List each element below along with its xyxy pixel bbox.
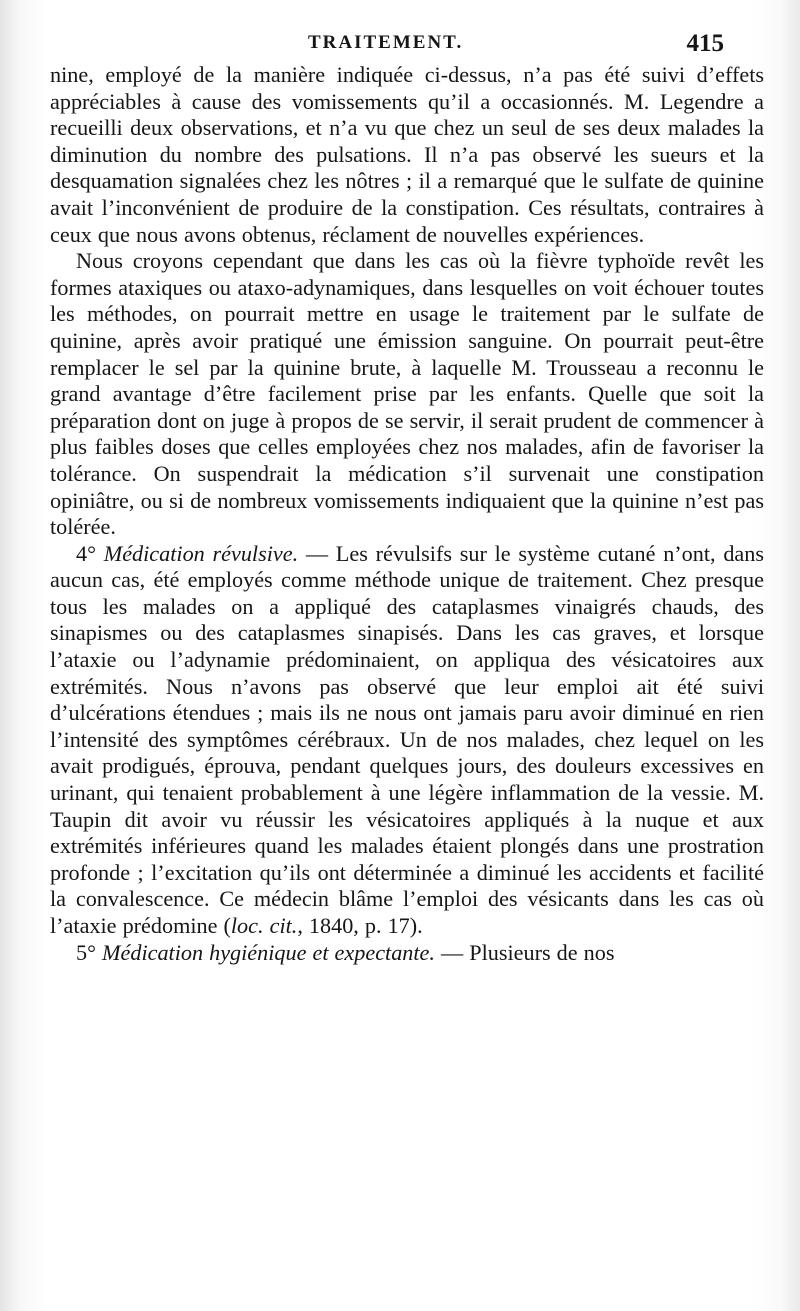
section-heading-hygienic: Médication hygiénique et expectante. bbox=[102, 939, 435, 965]
body-text bbox=[50, 62, 764, 966]
paragraph-hygienic-medication bbox=[50, 940, 764, 967]
scan-shadow-right bbox=[780, 0, 800, 1311]
page-header bbox=[50, 30, 764, 60]
scan-shadow-left bbox=[0, 0, 20, 1311]
paragraph-continuation: nine, employé de la manière indiquée ci-dessus, n’a pas été suivi d’effets appréciables à cause des vomissements qu’il a occasionnés. M. Legendre a recueilli deux observations, et n’a vu que chez un seul de ses deux malades la diminution du nombre des pulsations. Il n’a pas observé les sueurs et la desquamation signalées chez les nôtres ; il a remarqué que le sulfate de quinine avait l’inconvénient de produire de la constipation. Ces résultats, contraires à ceux que nous avons obtenus, réclament de nouvelles expériences. bbox=[50, 62, 764, 247]
section-text-hygienic: — Plusieurs de nos bbox=[434, 939, 615, 965]
citation-end: , 1840, p. 17). bbox=[297, 913, 423, 938]
section-heading-revulsive: Médication révulsive. bbox=[103, 540, 299, 566]
section-number: 4° bbox=[76, 540, 96, 566]
paragraph-quinine-recommendation: Nous croyons cependant que dans les cas où la fièvre typhoïde revêt les formes ataxiques ou ataxo-adynamiques, dans lesquelles on voit échouer toutes les méthodes, on pourrait mettre en usage le traitement par le sulfate de quinine, après avoir pratiqué une émission sanguine. On pourrait peut-être remplacer le sel par la quinine brute, à laquelle M. Trousseau a reconnu le grand avantage d’être facilement prise par les enfants. Quelle que soit la préparation dont on juge à propos de se servir, il serait prudent de commencer à plus faibles doses que celles employées chez nos malades, afin de favoriser la tolérance. On suspendrait la médication s’il survenait une constipation opiniâtre, ou si de nombreux vomissements indiquaient que la quinine n’est pas tolérée. bbox=[50, 248, 764, 540]
section-text-revulsive: — Les révulsifs sur le système cutané n’ont, dans aucun cas, été employés comme méthode unique de traitement. Chez presque tous les malades on a appliqué des cataplasmes vinaigrés chauds, des sinapismes ou des cataplasmes sinapisés. Dans les cas graves, et lorsque l’ataxie ou l’adynamie prédominaient, on appliqua des vésicatoires aux extrémités. Nous n’avons pas observé que leur emploi ait été suivi d’ulcérations étendues ; mais ils ne nous ont jamais paru avoir diminué en rien l’intensité des symptômes cérébraux. Un de nos malades, chez lequel on les avait prodigués, éprouva, pendant quelques jours, des douleurs excessives en urinant, qui tenaient probablement à une légère inflammation de la vessie. M. Taupin dit avoir vu réussir les vésicatoires appliqués à la nuque et aux extrémités inférieures quand les malades étaient plongés dans une prostration profonde ; l’excitation qu’ils ont déterminée a diminué les accidents et facilité la convalescence. Ce médecin blâme l’emploi des vésicants dans les cas où l’ataxie prédomine ( bbox=[50, 540, 764, 938]
citation-loc-cit: loc. cit. bbox=[230, 913, 298, 938]
running-head: TRAITEMENT. bbox=[308, 32, 464, 53]
section-number-5: 5° bbox=[76, 939, 96, 965]
paragraph-revulsive-medication bbox=[50, 541, 764, 940]
page-number: 415 bbox=[686, 30, 724, 57]
